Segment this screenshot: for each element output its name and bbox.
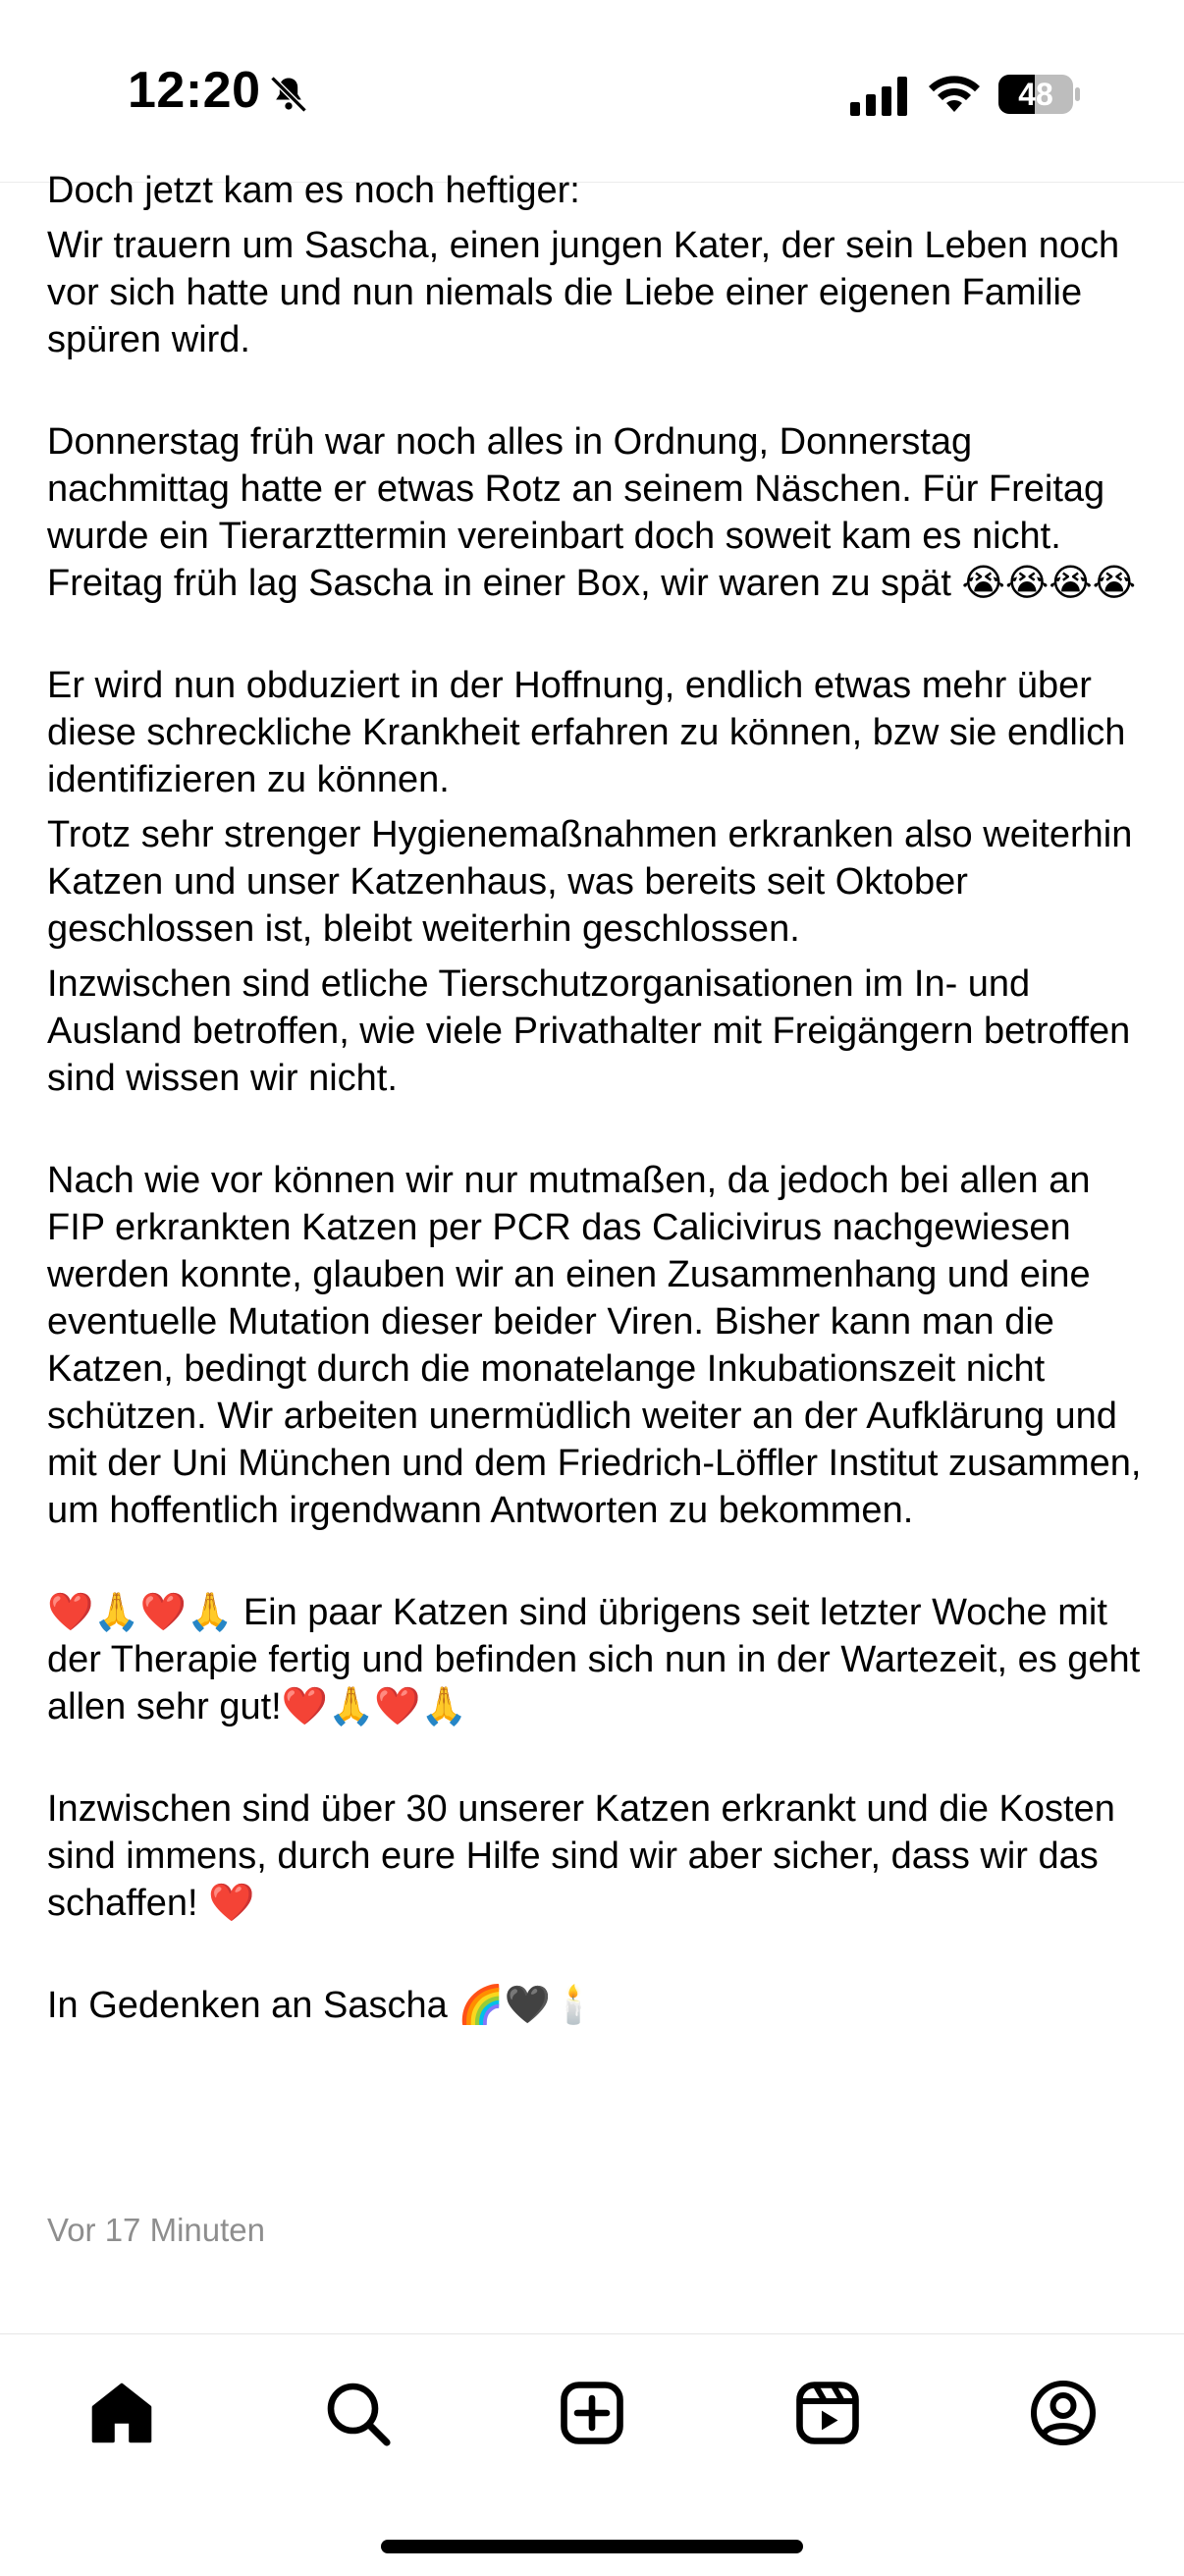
home-icon: [86, 2378, 157, 2448]
caption-paragraph: Er wird nun obduziert in der Hoffnung, endlich etwas mehr über diese schreckliche Krankheit erfahren zu können, bzw sie endlich identifizieren zu können.: [47, 665, 1126, 800]
nav-reels[interactable]: [788, 2374, 867, 2452]
status-time: 12:20: [128, 62, 261, 119]
search-icon: [322, 2378, 393, 2448]
post-timestamp[interactable]: Vor 17 Minuten: [47, 2212, 265, 2248]
caption-paragraph: Trotz sehr strenger Hygienemaßnahmen erkranken also weiterhin Katzen und unser Katzenhaus, was bereits seit Oktober geschlossen ist, bleibt weiterhin geschlossen.: [47, 814, 1133, 950]
battery-icon: [997, 73, 1082, 116]
post-caption: [47, 167, 1147, 2029]
caption-line: Doch jetzt kam es noch heftiger:: [47, 170, 580, 211]
add-post-icon: [557, 2378, 627, 2448]
caption-paragraph: Wir trauern um Sascha, einen jungen Kater, der sein Leben noch vor sich hatte und nun niemals die Liebe einer eigenen Familie spüren wird.: [47, 225, 1120, 360]
caption-paragraph: ❤️🙏❤️🙏 Ein paar Katzen sind übrigens seit letzter Woche mit der Therapie fertig und befinden sich nun in der Wartezeit, es geht allen sehr gut!❤️🙏❤️🙏: [47, 1592, 1141, 1727]
nav-profile[interactable]: [1024, 2374, 1103, 2452]
cellular-signal-icon: [850, 77, 909, 116]
bell-slash-icon: [267, 73, 310, 116]
status-bar: [0, 0, 1184, 183]
wifi-icon: [927, 73, 982, 116]
reels-icon: [792, 2378, 863, 2448]
profile-icon: [1028, 2378, 1099, 2448]
caption-paragraph: Inzwischen sind über 30 unserer Katzen erkrankt und die Kosten sind immens, durch eure Hilfe sind wir aber sicher, dass wir das schaffen! ❤️: [47, 1788, 1115, 1924]
nav-home[interactable]: [82, 2374, 161, 2452]
nav-create[interactable]: [553, 2374, 631, 2452]
caption-paragraph: Inzwischen sind etliche Tierschutzorganisationen im In- und Ausland betroffen, wie viele Privathalter mit Freigängern betroffen sind wissen wir nicht.: [47, 963, 1131, 1099]
battery-level: 48: [1018, 76, 1053, 112]
caption-paragraph: Donnerstag früh war noch alles in Ordnung, Donnerstag nachmittag hatte er etwas Rotz an seinem Näschen. Für Freitag wurde ein Tierarzttermin vereinbart doch soweit kam es nicht. Freitag früh lag Sascha in einer Box, wir waren zu spät 😭😭😭😭: [47, 421, 1137, 604]
caption-paragraph: In Gedenken an Sascha 🌈🖤🕯️: [47, 1985, 598, 2026]
nav-search[interactable]: [318, 2374, 397, 2452]
home-indicator[interactable]: [381, 2540, 803, 2553]
caption-paragraph: Nach wie vor können wir nur mutmaßen, da jedoch bei allen an FIP erkrankten Katzen per PCR das Calicivirus nachgewiesen werden konnte, glauben wir an einen Zusammenhang und eine eventuelle Mutation dieser beider Viren. Bisher kann man die Katzen, bedingt durch die monatelange Inkubationszeit nicht schützen. Wir arbeiten unermüdlich weiter an der Aufklärung und mit der Uni München und dem Friedrich-Löffler Institut zusammen, um hoffentlich irgendwann Antworten zu bekommen.: [47, 1160, 1142, 1531]
